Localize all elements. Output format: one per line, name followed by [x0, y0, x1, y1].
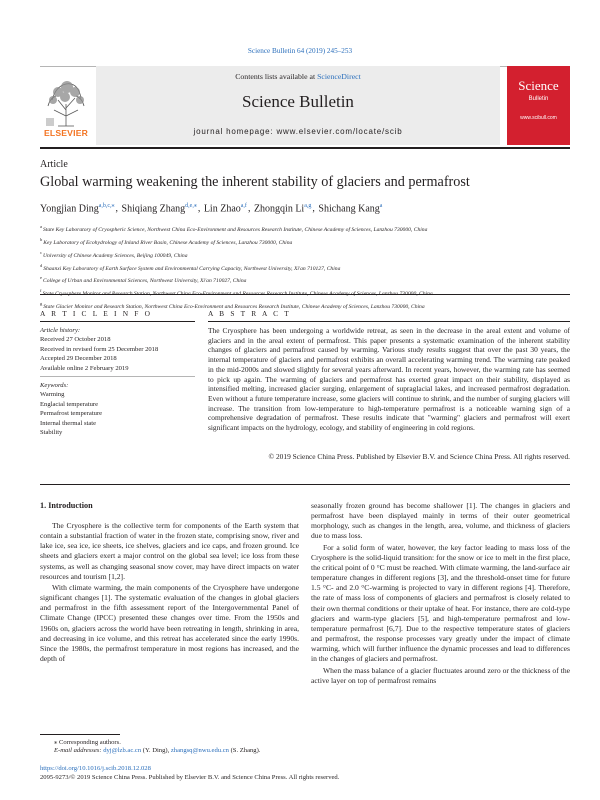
- running-header[interactable]: Science Bulletin 64 (2019) 245–253: [247, 47, 353, 55]
- affiliation-item: $^b$Key Laboratory of Ecohydrology of Inland River Basin, Chinese Academy of Sciences, Lanzhou 730000, China: [40, 236, 293, 246]
- email-link-zhang[interactable]: zhangsq@nwu.edu.cn: [170, 747, 229, 754]
- masthead-bottom-rule: [40, 147, 570, 149]
- author-affiliation-marker[interactable]: a,b,c,⁎: [98, 203, 115, 209]
- author-name[interactable]: Lin Zhao: [203, 203, 241, 215]
- section-heading-introduction: 1. Introduction: [40, 501, 93, 510]
- article-info-rule: [40, 321, 195, 322]
- journal-title: Science Bulletin: [242, 92, 354, 111]
- corresponding-authors-note: ⁎ Corresponding authors.: [54, 739, 121, 746]
- article-type: Article: [40, 159, 68, 170]
- doi-link[interactable]: https://doi.org/10.1016/j.scib.2018.12.028: [40, 765, 151, 772]
- author-name[interactable]: Shiqiang Zhang: [121, 203, 186, 215]
- history-item: Accepted 29 December 2018: [40, 355, 117, 363]
- affiliation-item: $^c$University of Chinese Academy Sciences, Beijing 100049, China: [40, 249, 188, 259]
- keyword-item: Internal thermal state: [40, 419, 97, 427]
- homepage-prefix: journal homepage:: [193, 127, 277, 136]
- email-link-ding[interactable]: dyj@lzb.ac.cn: [103, 747, 142, 754]
- abstract-rule: [208, 321, 570, 322]
- abstract-heading: A B S T R A C T: [208, 309, 291, 318]
- keyword-item: Permafrost temperature: [40, 410, 103, 418]
- keyword-item: Englacial temperature: [40, 400, 99, 408]
- affiliation-item: $^e$College of Urban and Environmental Sciences, Northwest University, Xi'an 710027, China: [40, 275, 247, 285]
- email-owner: (S. Zhang).: [228, 747, 261, 754]
- history-item: Received in revised form 25 December 2018: [40, 345, 159, 353]
- keywords-label: Keywords:: [40, 382, 69, 389]
- affiliations-list: [40, 222, 570, 312]
- body-paragraph: The Cryosphere is the collective term for components of the Earth system that contain a substantial fraction of water in the frozen state, comprising snow, river and lake ice, sea ice, ice sheets, ice shelves, glaciers and ice caps, and frozen ground. Ice sheets and glaciers exert a major control on the global sea level; ice loss from these systems, as well as changing seasonal snow cover, may have direct impacts on water resources and tourism [1,2].: [40, 521, 299, 581]
- body-divider: [40, 484, 570, 485]
- affiliation-item: f: [40, 288, 42, 294]
- body-paragraph: For a solid form of water, however, the key factor leading to mass loss of the Cryosphere is the solid-liquid transition: for the snow or ice to melt in the first place, the critical point of 0 °C must be reached. With climate warming, the land-surface air temperature changes in different regions [3], and the threshold-onset time for future 1.5 °C- and 2.0 °C-warming is projected to vary in different regions [4]. Therefore, the rate of mass loss of components of glaciers and permafrost is closely related to their own thermal conditions or their uptake of heat. For instance, there are cold-type glaciers and warm-type glaciers [5], and high-temperature permafrost and low-temperature permafrost [6,7]. Due to the respective temperature states of glaciers and permafrost, the response processes vary greatly under the impact of climate warming, which will further influence the dynamic processes and lead to differences in the changes of glaciers and permafrost.: [311, 542, 570, 664]
- affiliation-item: $^g$State Glacier Monitor and Research Station, Northwest China Eco-Environment and Resources Research Institute, Chinese Academy of Sciences, Lanzhou 730000, China: [40, 301, 425, 311]
- history-item: Available online 2 February 2019: [40, 364, 129, 372]
- cover-url: www.scibull.com: [520, 115, 557, 121]
- abstract-copyright: © 2019 Science China Press. Published by Elsevier B.V. and Science China Press. All rights reserved.: [268, 452, 570, 461]
- body-paragraph: With climate warming, the main components of the Cryosphere have undergone significant changes [1]. The systematic evaluation of the changes in global glaciers and permafrost in the fifth assessment report of the Intergovernmental Panel of Climate Change (IPCC) presented these changes over time. From the 1950s and 1960s on, glaciers across the world have been retreating in length, shrinking in area, and decreasing in ice volume, and this retreat has accelerated since the early 1990s. Since the 1980s, the permafrost temperature in most regions has increased, and the depth of: [40, 582, 299, 664]
- homepage-url-link[interactable]: www.elsevier.com/locate/scib: [276, 127, 403, 136]
- cover-title-bulletin: Bulletin: [528, 96, 549, 102]
- affiliation-item: $^d$Shaanxi Key Laboratory of Earth Surface System and Environmental Carrying Capacity, Northwest University, Xi'an 710127, China: [40, 262, 341, 272]
- history-rule: [40, 376, 195, 377]
- author-affiliation-marker[interactable]: d,e,⁎: [185, 203, 197, 209]
- history-item: Received 27 October 2018: [40, 336, 111, 344]
- article-title: Global warming weakening the inherent stability of glaciers and permafrost: [40, 174, 470, 190]
- body-paragraph: seasonally frozen ground has become shallower [1]. The changes in glaciers and permafrost have been displayed mainly in terms of their outer geometrical morphology, such as changes in the length, area, volume, and thickness of glaciers due to mass loss.: [311, 501, 570, 541]
- article-history: [40, 326, 195, 373]
- author-affiliation-marker[interactable]: a,f: [240, 203, 247, 209]
- keywords-block: [40, 381, 195, 437]
- journal-homepage-line: [96, 127, 500, 136]
- body-paragraph: When the mass balance of a glacier fluctuates around zero or the thickness of the active layer on top of permafrost remains: [311, 665, 570, 685]
- sciencedirect-link[interactable]: ScienceDirect: [317, 72, 361, 81]
- body-column-right: [311, 501, 570, 686]
- header-divider: [40, 294, 570, 295]
- author-list: Yongjian Ding$^{a,b,c,⁎}$, Shiqiang Zhang$^{d,e,⁎}$, Lin Zhao$^{a,f}$, Zhongqin Li$^{a,g}$, Shichang Kang$^a$: [40, 203, 383, 215]
- abstract-text: The Cryosphere has been undergoing a worldwide retreat, as seen in the decrease in the areal extent and volume of glaciers and in the areal extent of permafrost. This paper presents a systematic examination of the inherent stability changes of glaciers and permafrost caused by warming. Various study results suggest that over the past 30 years, the internal temperature of glaciers and permafrost exhibits an overall accelerating warming trend. The warming rate peaked in the mid-2000s and slowed slightly for several years afterward. In recent years, however, the warming rate has seemed to pick up again. The warming of glaciers and permafrost has exerted great impact on their stability, displayed as intensified melting, increased glacier surging, enlargement of supraglacial lakes, and increased permafrost degradation. Even without a future temperature increase, some glaciers will continue to shrink, and the number of surging glaciers will increase. The transition from low-temperature to high-temperature permafrost is a noticeable warning sign of a comprehensive degradation of permafrost. These results indicate that "warming" glaciers and permafrost will exert significant impacts on the hydrology, ecology, and stability of engineering in cold regions.: [208, 326, 570, 433]
- contents-available-line: [96, 72, 500, 81]
- author-name[interactable]: Yongjian Ding: [40, 203, 99, 215]
- history-label: Article history:: [40, 327, 81, 334]
- author-affiliation-marker[interactable]: a,g: [304, 203, 312, 209]
- issn-copyright-line: 2095-9273/© 2019 Science China Press. Published by Elsevier B.V. and Science China Press. All rights reserved.: [40, 774, 340, 781]
- footnote-rule: [40, 734, 120, 735]
- affiliation-item: $^a$State Key Laboratory of Cryospheric Science, Northwest China Eco-Environment and Resources Research Institute, Chinese Academy of Sciences, Lanzhou 730000, China: [40, 224, 428, 233]
- keyword-item: Warming: [40, 391, 65, 399]
- author-name[interactable]: Zhongqin Li: [253, 203, 305, 215]
- author-affiliation-marker[interactable]: a: [379, 203, 383, 209]
- contents-prefix: Contents lists available at: [235, 72, 318, 81]
- cover-title-science: Science: [518, 78, 559, 93]
- keyword-item: Stability: [40, 429, 63, 437]
- body-column-left: [40, 521, 299, 664]
- email-addresses-note: [54, 747, 260, 754]
- elsevier-tree-logo[interactable]: [40, 70, 92, 136]
- email-label: E-mail addresses:: [54, 747, 104, 754]
- elsevier-wordmark: ELSEVIER: [43, 128, 89, 138]
- email-owner: (Y. Ding),: [141, 747, 171, 754]
- author-name[interactable]: Shichang Kang: [318, 203, 380, 215]
- article-info-heading: A R T I C L E I N F O: [40, 309, 153, 318]
